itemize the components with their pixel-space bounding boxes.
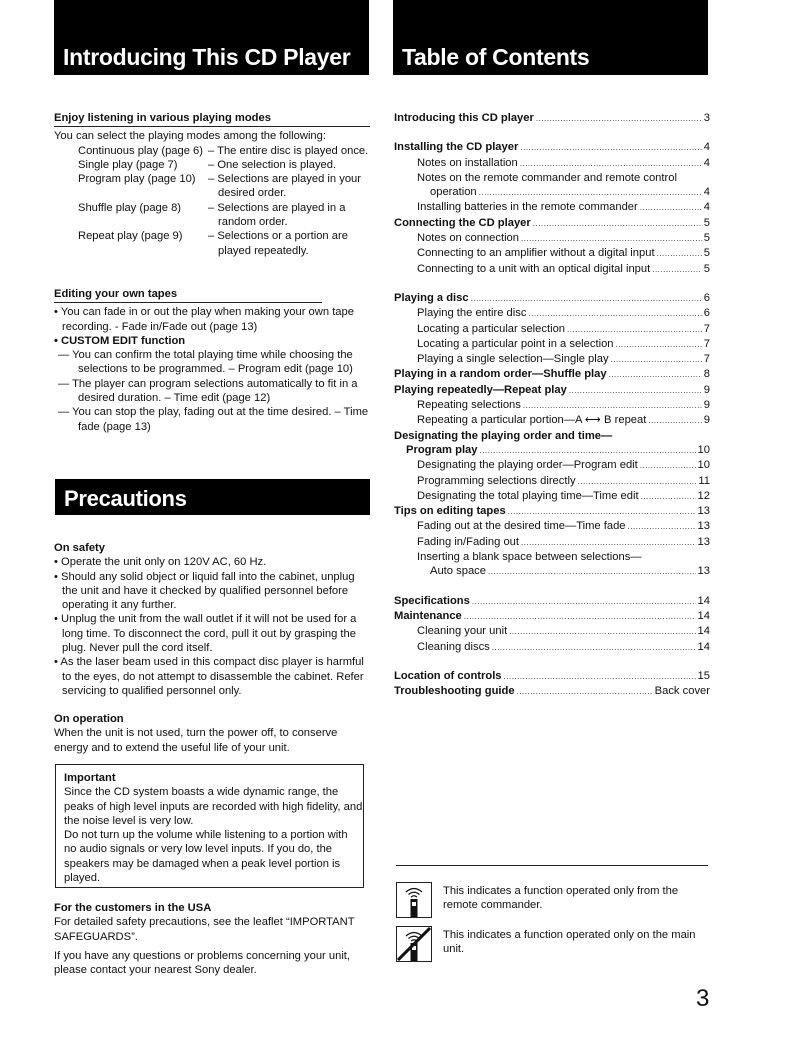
toc-entry[interactable]: Repeating selections ..... 9: [394, 398, 710, 413]
toc-entry[interactable]: Locating a particular selection ..... 7: [394, 322, 710, 337]
toc-entry[interactable]: Designating the playing order and time—: [394, 429, 613, 442]
section-header-toc: [393, 0, 708, 75]
intro-section: [54, 111, 370, 258]
mode-item: Continuous play (page 6) – The entire disc is played once.: [78, 144, 369, 157]
important-text: Since the CD system boasts a wide dynamic range, the peaks of high level inputs are recorded with high fidelity, and the noise level is very low.: [64, 786, 363, 827]
section-title: Table of Contents: [402, 44, 590, 70]
mode-item: Repeat play (page 9) – Selections or a portion are played repeatedly.: [78, 230, 348, 257]
custom-edit-heading: • CUSTOM EDIT function: [54, 334, 186, 347]
modes-heading: Enjoy listening in various playing modes: [54, 111, 370, 127]
modes-list: [78, 144, 370, 258]
toc-entry[interactable]: Auto space ..... 13: [394, 564, 710, 579]
safety-item: • Should any solid object or liquid fall into the cabinet, unplug the unit and have it checked by qualified personnel before operating it any further.: [54, 570, 355, 612]
usa-text: For detailed safety precautions, see the leaflet “IMPORTANT SAFEGUARDS”.: [54, 916, 355, 943]
safety-section: [54, 541, 370, 698]
toc-entry[interactable]: Specifications ..... 14: [394, 594, 710, 609]
operation-section: [54, 712, 370, 755]
toc-entry[interactable]: Designating the playing order—Program edit ..... 10: [394, 458, 710, 473]
toc-entry[interactable]: Fading in/Fading out ..... 13: [394, 535, 710, 550]
mode-item: Program play (page 10) – Selections are played in your desired order.: [78, 173, 361, 200]
safety-item: • Unplug the unit from the wall outlet if it will not be used for a long time. To disconnect the cord, pull it out by grasping the plug. Never pull the cord itself.: [54, 613, 357, 655]
important-notice-box: [55, 764, 364, 888]
page-number: 3: [696, 985, 710, 1012]
divider: [396, 865, 708, 866]
section-header-precautions: [55, 479, 370, 515]
legend-text: This indicates a function operated only on the main unit.: [443, 929, 696, 956]
toc-entry[interactable]: Locating a particular point in a selection ..... 7: [394, 337, 710, 352]
no-remote-icon: [396, 926, 432, 962]
section-title: Precautions: [64, 486, 187, 511]
remote-commander-icon: [396, 882, 432, 918]
toc-entry[interactable]: Connecting to a unit with an optical digital input ..... 5: [394, 262, 710, 277]
toc-entry[interactable]: Cleaning your unit ..... 14: [394, 624, 710, 639]
custom-edit-item: — You can confirm the total playing time while choosing the selections to be programmed. – Program edit (page 10): [58, 349, 353, 376]
safety-heading: On safety: [54, 542, 105, 554]
toc-entry[interactable]: Introducing this CD player ..... 3: [394, 111, 710, 126]
toc-entry[interactable]: Programming selections directly ..... 11: [394, 474, 710, 489]
mode-item: Single play (page 7) – One selection is played.: [78, 158, 337, 171]
important-text: Do not turn up the volume while listening to a portion with no audio signals or very low level inputs. If you do, the speakers may be damaged when a peak level portion is played.: [64, 829, 348, 885]
usa-heading: For the customers in the USA: [54, 902, 212, 914]
table-of-contents: [394, 111, 710, 699]
toc-entry[interactable]: Playing repeatedly—Repeat play ..... 9: [394, 383, 710, 398]
section-header-intro: [54, 0, 369, 75]
toc-entry[interactable]: Notes on the remote commander and remote control: [417, 171, 677, 184]
mode-item: Shuffle play (page 8) – Selections are played in a random order.: [78, 201, 346, 229]
safety-item: • As the laser beam used in this compact disc player is harmful to the eyes, do not attempt to disassemble the cabinet. Refer servicing to qualified personnel only.: [54, 656, 364, 697]
operation-heading: On operation: [54, 713, 124, 725]
toc-entry[interactable]: Cleaning discs ..... 14: [394, 640, 710, 655]
toc-entry[interactable]: Fading out at the desired time—Time fade ..... 13: [394, 519, 710, 534]
toc-entry[interactable]: Location of controls ..... 15: [394, 669, 710, 684]
toc-entry[interactable]: Maintenance ..... 14: [394, 609, 710, 624]
toc-entry[interactable]: Connecting to an amplifier without a digital input ..... 5: [394, 246, 710, 261]
toc-entry[interactable]: Playing a single selection—Single play ..... 7: [394, 352, 710, 367]
editing-bullet: • You can fade in or out the play when making your own tape recording. - Fade in/Fade out (page 13): [54, 306, 354, 333]
toc-entry[interactable]: Playing the entire disc ..... 6: [394, 306, 710, 321]
toc-entry[interactable]: Designating the total playing time—Time edit ..... 12: [394, 489, 710, 504]
toc-entry[interactable]: Troubleshooting guide ..... Back cover: [394, 684, 710, 699]
legend-remote-only: [396, 884, 713, 918]
toc-entry[interactable]: Installing the CD player ..... 4: [394, 140, 710, 155]
usa-section: [54, 901, 370, 977]
safety-item: • Operate the unit only on 120V AC, 60 Hz.: [54, 556, 267, 569]
toc-entry[interactable]: Connecting the CD player ..... 5: [394, 216, 710, 231]
toc-entry[interactable]: Program play ..... 10: [394, 443, 710, 458]
toc-entry[interactable]: Notes on connection ..... 5: [394, 231, 710, 246]
legend-main-unit-only: [396, 928, 713, 962]
toc-entry[interactable]: operation ..... 4: [394, 185, 710, 200]
editing-heading: Editing your own tapes: [54, 287, 322, 303]
toc-entry[interactable]: Tips on editing tapes ..... 13: [394, 504, 710, 519]
editing-section: [54, 287, 370, 434]
toc-entry[interactable]: Repeating a particular portion—A ⟷ B repeat ..... 9: [394, 413, 710, 428]
dealer-text: If you have any questions or problems concerning your unit, please contact your nearest Sony dealer.: [54, 949, 351, 977]
modes-lead: You can select the playing modes among the following:: [54, 130, 326, 143]
legend-text: This indicates a function operated only from the remote commander.: [443, 885, 679, 912]
toc-entry[interactable]: Installing batteries in the remote commander ..... 4: [394, 200, 710, 215]
custom-edit-item: — The player can program selections automatically to fit in a desired duration. – Time edit (page 12): [58, 377, 358, 405]
important-heading: Important: [64, 772, 116, 784]
toc-entry[interactable]: Playing a disc ..... 6: [394, 291, 710, 306]
custom-edit-item: — You can stop the play, fading out at the time desired. – Time fade (page 13): [58, 406, 369, 433]
toc-entry[interactable]: Inserting a blank space between selections—: [417, 551, 642, 564]
toc-entry[interactable]: Playing in a random order—Shuffle play ..... 8: [394, 367, 710, 382]
section-title: Introducing This CD Player: [63, 44, 351, 70]
operation-text: When the unit is not used, turn the power off, to conserve energy and to extend the useful life of your unit.: [54, 727, 338, 754]
toc-entry[interactable]: Notes on installation ..... 4: [394, 156, 710, 171]
